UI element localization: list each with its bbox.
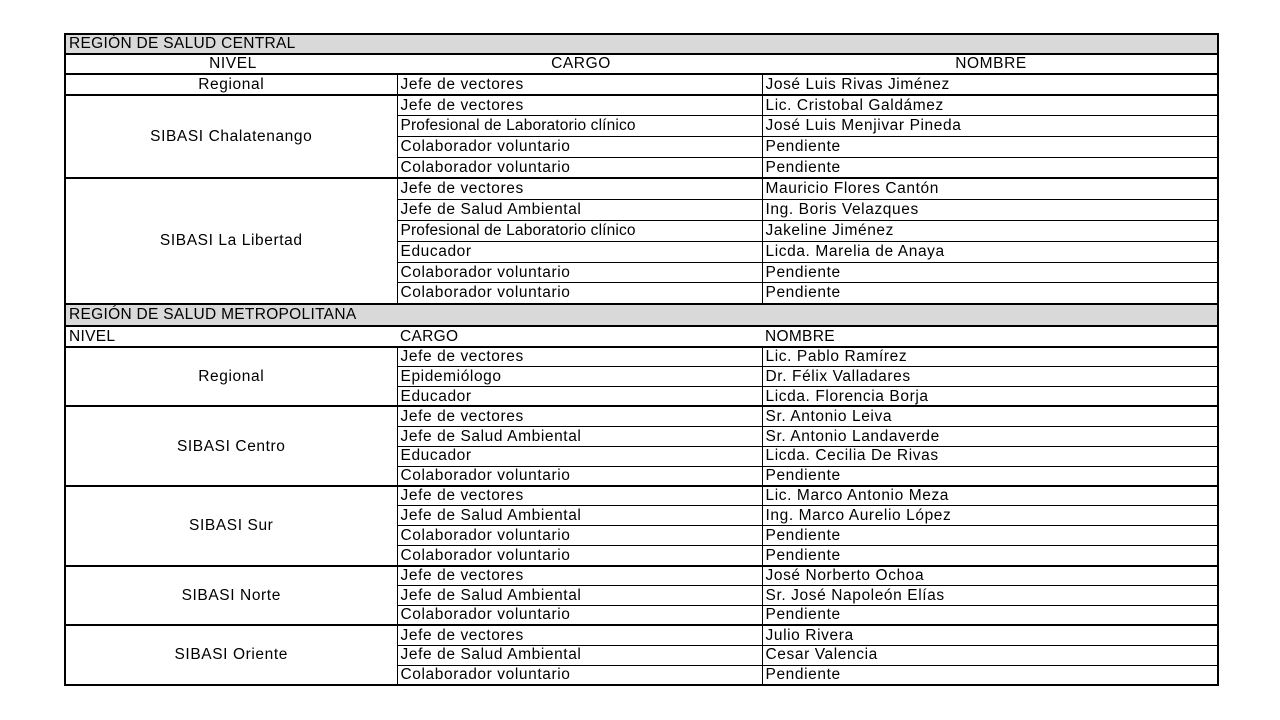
nivel-cell[interactable]: SIBASI Sur	[65, 486, 397, 566]
nombre-cell[interactable]: Pendiente	[762, 546, 1218, 566]
table-row	[65, 74, 1218, 95]
nombre-cell[interactable]: Lic. Cristobal Galdámez	[762, 95, 1218, 116]
nivel-cell[interactable]: SIBASI Oriente	[65, 625, 397, 685]
cargo-cell[interactable]: Jefe de vectores	[397, 347, 762, 367]
table-row	[65, 178, 1218, 199]
nombre-cell[interactable]: Cesar Valencia	[762, 645, 1218, 665]
nombre-cell[interactable]: Sr. José Napoleón Elías	[762, 585, 1218, 605]
nombre-cell[interactable]: Lic. Marco Antonio Meza	[762, 486, 1218, 506]
nombre-cell[interactable]: Ing. Marco Aurelio López	[762, 506, 1218, 526]
nivel-cell[interactable]: Regional	[65, 347, 397, 407]
cargo-cell[interactable]: Jefe de vectores	[397, 178, 762, 199]
nombre-cell[interactable]: Mauricio Flores Cantón	[762, 178, 1218, 199]
nombre-cell[interactable]: Licda. Cecilia De Rivas	[762, 446, 1218, 466]
nombre-cell[interactable]: Licda. Marelia de Anaya	[762, 241, 1218, 262]
cargo-cell[interactable]: Epidemiólogo	[397, 367, 762, 387]
nombre-cell[interactable]: Sr. Antonio Leiva	[762, 406, 1218, 426]
personnel-table	[64, 33, 1219, 686]
nombre-cell[interactable]: Pendiente	[762, 466, 1218, 486]
cargo-cell[interactable]: Colaborador voluntario	[397, 665, 762, 685]
nivel-cell[interactable]: SIBASI Centro	[65, 406, 397, 486]
header-nivel[interactable]: NIVEL	[65, 54, 397, 74]
nivel-cell[interactable]: SIBASI Chalatenango	[65, 95, 397, 179]
cargo-cell[interactable]: Jefe de vectores	[397, 625, 762, 645]
nombre-cell[interactable]: Ing. Boris Velazques	[762, 199, 1218, 220]
nivel-cell[interactable]: SIBASI Norte	[65, 566, 397, 626]
nombre-cell[interactable]: Pendiente	[762, 158, 1218, 179]
cargo-cell[interactable]: Colaborador voluntario	[397, 262, 762, 283]
cargo-cell[interactable]: Jefe de Salud Ambiental	[397, 426, 762, 446]
cargo-cell[interactable]: Colaborador voluntario	[397, 158, 762, 179]
table-row	[65, 406, 1218, 426]
nivel-cell[interactable]: SIBASI La Libertad	[65, 178, 397, 303]
cargo-cell[interactable]: Educador	[397, 241, 762, 262]
table-row	[65, 486, 1218, 506]
header-cargo[interactable]: CARGO	[397, 54, 762, 74]
table-row	[65, 347, 1218, 367]
nombre-cell[interactable]: José Luis Rivas Jiménez	[762, 74, 1218, 95]
cargo-cell[interactable]: Colaborador voluntario	[397, 546, 762, 566]
nombre-cell[interactable]: Pendiente	[762, 526, 1218, 546]
cargo-cell[interactable]: Jefe de Salud Ambiental	[397, 585, 762, 605]
cargo-cell[interactable]: Jefe de vectores	[397, 95, 762, 116]
nombre-cell[interactable]: Pendiente	[762, 665, 1218, 685]
nombre-cell[interactable]: Pendiente	[762, 283, 1218, 304]
cargo-cell[interactable]: Colaborador voluntario	[397, 283, 762, 304]
cargo-cell[interactable]: Jefe de vectores	[397, 74, 762, 95]
cargo-cell[interactable]: Colaborador voluntario	[397, 137, 762, 158]
header-cargo[interactable]: CARGO	[397, 326, 762, 347]
nombre-cell[interactable]: Pendiente	[762, 262, 1218, 283]
table-row	[65, 566, 1218, 586]
region-title-row	[65, 304, 1218, 326]
column-header-row	[65, 54, 1218, 74]
region-title[interactable]: REGIÓN DE SALUD METROPOLITANA	[65, 304, 1218, 326]
nombre-cell[interactable]: Lic. Pablo Ramírez	[762, 347, 1218, 367]
cargo-cell[interactable]: Jefe de vectores	[397, 566, 762, 586]
nombre-cell[interactable]: Jakeline Jiménez	[762, 220, 1218, 241]
cargo-cell[interactable]: Colaborador voluntario	[397, 605, 762, 625]
header-nombre[interactable]: NOMBRE	[762, 54, 1218, 74]
header-nombre[interactable]: NOMBRE	[762, 326, 1218, 347]
cargo-cell[interactable]: Colaborador voluntario	[397, 526, 762, 546]
cargo-cell[interactable]: Colaborador voluntario	[397, 466, 762, 486]
cargo-cell[interactable]: Jefe de Salud Ambiental	[397, 506, 762, 526]
region-title[interactable]: REGIÓN DE SALUD CENTRAL	[65, 34, 1218, 54]
cargo-cell[interactable]: Jefe de Salud Ambiental	[397, 199, 762, 220]
nombre-cell[interactable]: Pendiente	[762, 605, 1218, 625]
nombre-cell[interactable]: Pendiente	[762, 137, 1218, 158]
nombre-cell[interactable]: Julio Rivera	[762, 625, 1218, 645]
nombre-cell[interactable]: José Luis Menjivar Pineda	[762, 116, 1218, 137]
nombre-cell[interactable]: Sr. Antonio Landaverde	[762, 426, 1218, 446]
nivel-cell[interactable]: Regional	[65, 74, 397, 95]
cargo-cell[interactable]: Jefe de Salud Ambiental	[397, 645, 762, 665]
cargo-cell[interactable]: Educador	[397, 387, 762, 407]
table-row	[65, 95, 1218, 116]
column-header-row	[65, 326, 1218, 347]
cargo-cell[interactable]: Educador	[397, 446, 762, 466]
header-nivel[interactable]: NIVEL	[65, 326, 397, 347]
spreadsheet-table	[64, 33, 1217, 686]
region-title-row	[65, 34, 1218, 54]
table-row	[65, 625, 1218, 645]
cargo-cell[interactable]: Jefe de vectores	[397, 486, 762, 506]
cargo-cell[interactable]: Profesional de Laboratorio clínico	[397, 116, 762, 137]
nombre-cell[interactable]: Licda. Florencia Borja	[762, 387, 1218, 407]
nombre-cell[interactable]: José Norberto Ochoa	[762, 566, 1218, 586]
cargo-cell[interactable]: Profesional de Laboratorio clínico	[397, 220, 762, 241]
nombre-cell[interactable]: Dr. Félix Valladares	[762, 367, 1218, 387]
cargo-cell[interactable]: Jefe de vectores	[397, 406, 762, 426]
